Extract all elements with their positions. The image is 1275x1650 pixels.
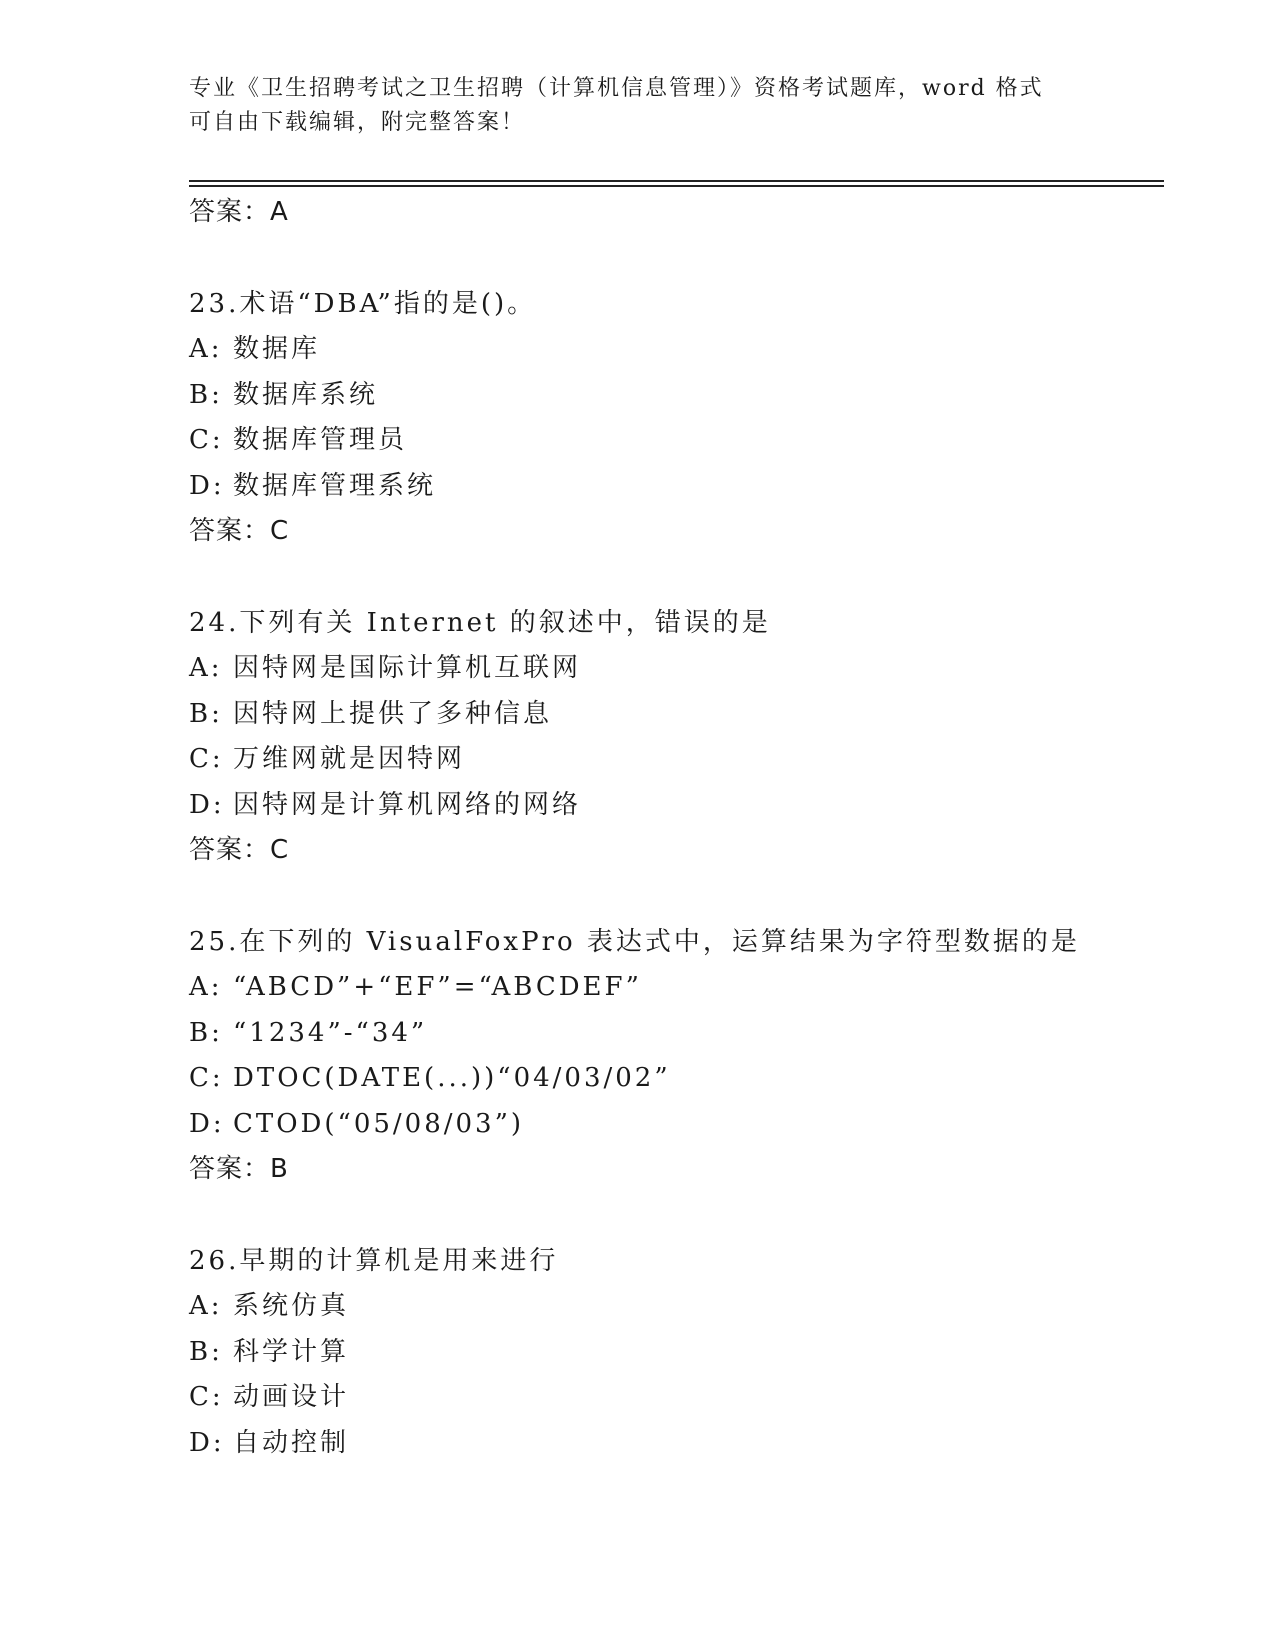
option-text: 因特网是计算机网络的网络 xyxy=(233,789,582,820)
answer-label: 答案：C xyxy=(189,835,290,865)
option-letter: A: xyxy=(189,972,223,1002)
option-b xyxy=(189,692,1164,738)
option-text: “ABCD”+“EF”=“ABCDEF” xyxy=(233,972,642,1002)
option-text: 因特网上提供了多种信息 xyxy=(233,698,553,729)
question-block xyxy=(189,282,1164,555)
option-c xyxy=(189,737,1164,783)
header-divider-top xyxy=(189,180,1164,182)
answer-label: 答案：B xyxy=(189,1154,289,1184)
option-a xyxy=(189,965,1164,1011)
question-stem: 25.在下列的 VisualFoxPro 表达式中，运算结果为字符型数据的是 xyxy=(189,926,1080,957)
option-letter: A: xyxy=(189,334,223,364)
option-letter: C: xyxy=(189,425,224,455)
option-b xyxy=(189,373,1164,419)
option-letter: D: xyxy=(189,470,225,501)
header-divider-bottom xyxy=(189,185,1164,187)
option-letter: D: xyxy=(189,1108,225,1139)
option-letter: B: xyxy=(189,698,223,729)
option-a xyxy=(189,327,1164,373)
option-text: 万维网就是因特网 xyxy=(233,744,466,774)
option-d xyxy=(189,783,1164,829)
answer-label: 答案：C xyxy=(189,516,290,546)
option-text: 自动控制 xyxy=(233,1427,350,1458)
option-a xyxy=(189,646,1164,692)
option-letter: D: xyxy=(189,789,225,820)
option-text: “1234”-“34” xyxy=(233,1017,428,1048)
question-stem: 23.术语“DBA”指的是()。 xyxy=(189,288,537,319)
option-text: 科学计算 xyxy=(233,1336,350,1367)
option-c xyxy=(189,418,1164,464)
question-list xyxy=(189,190,1164,1466)
option-d xyxy=(189,1102,1164,1148)
question-stem: 24.下列有关 Internet 的叙述中，错误的是 xyxy=(189,607,771,638)
option-letter: C: xyxy=(189,744,224,774)
option-d xyxy=(189,1421,1164,1467)
option-text: 数据库 xyxy=(233,334,321,364)
header-line-1: 专业《卫生招聘考试之卫生招聘（计算机信息管理）》资格考试题库，word 格式 xyxy=(189,76,1044,101)
option-letter: D: xyxy=(189,1427,225,1458)
option-text: 数据库系统 xyxy=(233,379,379,410)
option-text: DTOC(DATE(...))“04/03/02” xyxy=(233,1063,671,1093)
option-text: 系统仿真 xyxy=(233,1291,350,1321)
option-c xyxy=(189,1056,1164,1102)
option-letter: A: xyxy=(189,1291,223,1321)
option-text: 因特网是国际计算机互联网 xyxy=(233,653,582,683)
option-b xyxy=(189,1011,1164,1057)
option-letter: B: xyxy=(189,379,223,410)
option-text: 数据库管理员 xyxy=(233,425,408,455)
header-line-2: 可自由下载编辑，附完整答案！ xyxy=(189,110,526,135)
option-text: 数据库管理系统 xyxy=(233,470,437,501)
question-block xyxy=(189,920,1164,1193)
option-d xyxy=(189,464,1164,510)
option-b xyxy=(189,1330,1164,1376)
option-letter: A: xyxy=(189,653,223,683)
option-text: 动画设计 xyxy=(233,1382,350,1412)
previous-answer: 答案：A xyxy=(189,197,289,227)
option-a xyxy=(189,1284,1164,1330)
option-letter: C: xyxy=(189,1382,224,1412)
document-header xyxy=(189,72,1089,140)
option-letter: B: xyxy=(189,1017,223,1048)
option-letter: B: xyxy=(189,1336,223,1367)
question-block xyxy=(189,1239,1164,1467)
option-text: CTOD(“05/08/03”) xyxy=(233,1108,525,1139)
option-c xyxy=(189,1375,1164,1421)
question-block xyxy=(189,601,1164,874)
question-stem: 26.早期的计算机是用来进行 xyxy=(189,1245,559,1276)
option-letter: C: xyxy=(189,1063,224,1093)
